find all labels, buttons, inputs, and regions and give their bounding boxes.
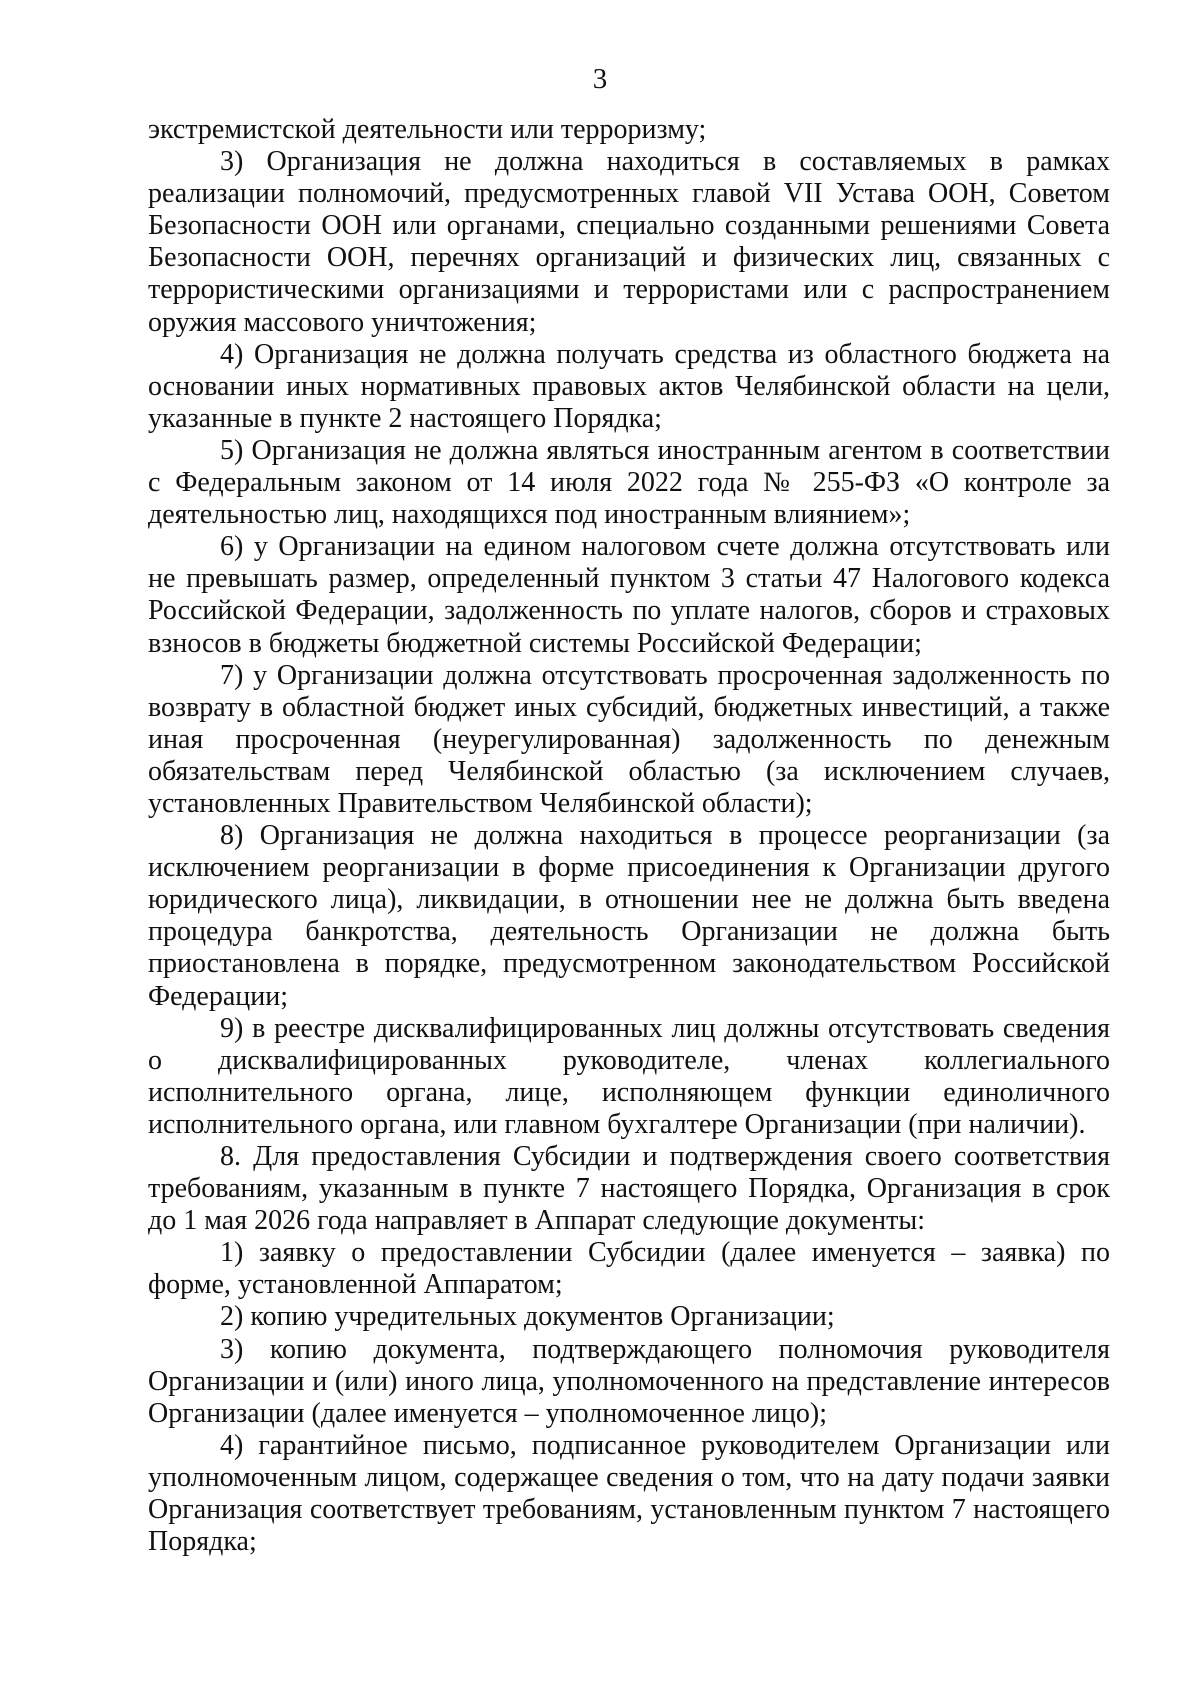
paragraph-continuation: экстремистской деятельности или терроризму; xyxy=(148,114,707,145)
paragraph-item-3: 3) Организация не должна находиться в составляемых в рамках реализации полномочий, предусмотренных главой VII Устава ООН, Советом Безопасности ООН или органами, специально созданными решениями Совета Безопасности ООН, перечнях организаций и физических лиц, связанных с террористическими организациями и террористами или с распространением оружия массового уничтожения; xyxy=(148,146,1110,338)
paragraph-item-7: 7) у Организации должна отсутствовать просроченная задолженность по возврату в областной бюджет иных субсидий, бюджетных инвестиций, а также иная просроченная (неурегулированная) задолженность по денежным обязательствам перед Челябинской областью (за исключением случаев, установленных Правительством Челябинской области); xyxy=(148,659,1110,819)
paragraph-item-5: 5) Организация не должна являться иностранным агентом в соответствии с Федеральным законом от 14 июля 2022 года № 255-ФЗ «О контроле за деятельностью лиц, находящихся под иностранным влиянием»; xyxy=(148,434,1110,531)
paragraph-doc-3: 3) копию документа, подтверждающего полномочия руководителя Организации и (или) иного лица, уполномоченного на представление интересов Организации (далее именуется – уполномоченное лицо); xyxy=(148,1333,1110,1429)
paragraph-item-8: 8) Организация не должна находиться в процессе реорганизации (за исключением реорганизации в форме присоединения к Организации другого юридического лица), ликвидации, в отношении нее не должна быть введена процедура банкротства, деятельность Организации не должна быть приостановлена в порядке, предусмотренном законодательством Российской Федерации; xyxy=(148,820,1110,1012)
paragraph-item-9: 9) в реестре дисквалифицированных лиц должны отсутствовать сведения о дисквалифицированных руководителе, членах коллегиального исполнительного органа, лице, исполняющем функции единоличного исполнительного органа, или главном бухгалтере Организации (при наличии). xyxy=(148,1012,1110,1140)
document-body xyxy=(148,114,1110,1558)
paragraph-item-6: 6) у Организации на едином налоговом счете должна отсутствовать или не превышать размер, определенный пунктом 3 статьи 47 Налогового кодекса Российской Федерации, задолженность по уплате налогов, сборов и страховых взносов в бюджеты бюджетной системы Российской Федерации; xyxy=(148,531,1110,659)
paragraph-doc-2: 2) копию учредительных документов Организации; xyxy=(220,1301,835,1333)
paragraph-section-8: 8. Для предоставления Субсидии и подтверждения своего соответствия требованиям, указанным в пункте 7 настоящего Порядка, Организация в срок до 1 мая 2026 года направляет в Аппарат следующие документы: xyxy=(148,1141,1110,1237)
paragraph-doc-1: 1) заявку о предоставлении Субсидии (далее именуется – заявка) по форме, установленной Аппаратом; xyxy=(148,1237,1110,1301)
paragraph-item-4: 4) Организация не должна получать средства из областного бюджета на основании иных нормативных правовых актов Челябинской области на цели, указанные в пункте 2 настоящего Порядка; xyxy=(148,338,1110,434)
page-number: 3 xyxy=(592,63,608,95)
paragraph-doc-4: 4) гарантийное письмо, подписанное руководителем Организации или уполномоченным лицом, содержащее сведения о том, что на дату подачи заявки Организация соответствует требованиям, установленным пунктом 7 настоящего Порядка; xyxy=(148,1429,1110,1558)
